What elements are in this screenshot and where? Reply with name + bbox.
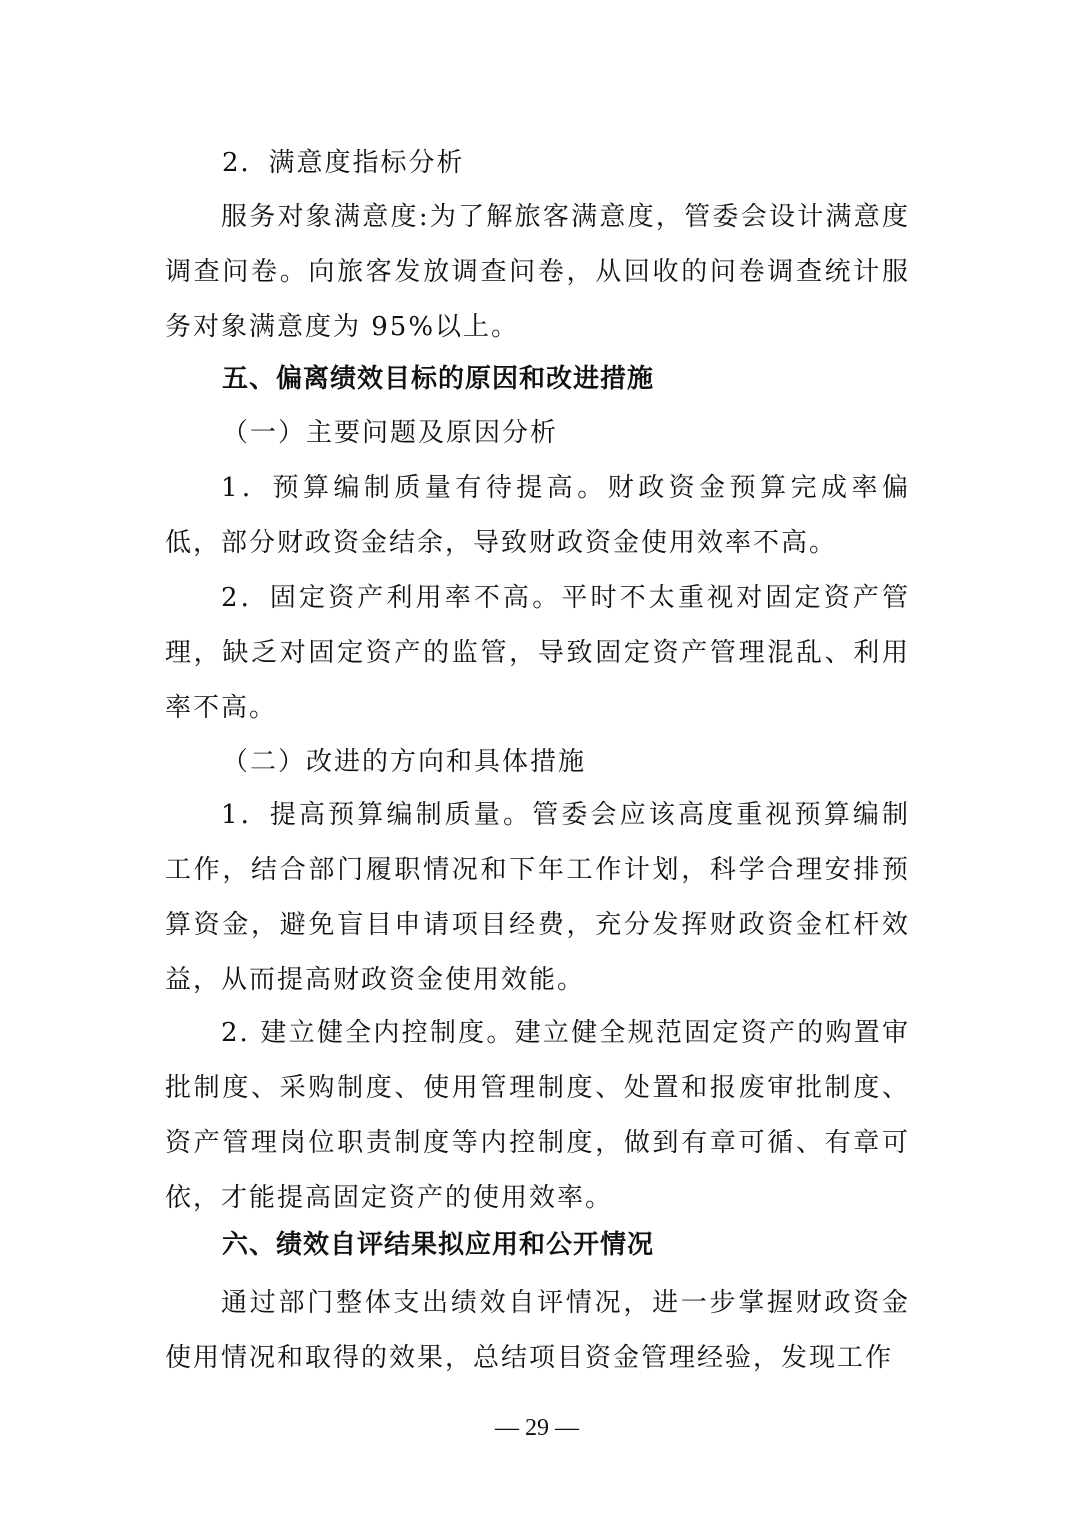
page-number: — 29 — <box>495 1415 579 1441</box>
section-heading: 五、偏离绩效目标的原因和改进措施 <box>222 364 655 394</box>
body-paragraph: 服务对象满意度:为了解旅客满意度，管委会设计满意度调查问卷。向旅客发放调查问卷，从回收的问卷调查统计服务对象满意度为 95%以上。 <box>165 202 910 342</box>
body-paragraph: 1．预算编制质量有待提高。财政资金预算完成率偏低，部分财政资金结余，导致财政资金使用效率不高。 <box>165 473 910 558</box>
body-paragraph: 2．固定资产利用率不高。平时不太重视对固定资产管理，缺乏对固定资产的监管，导致固定资产管理混乱、利用率不高。 <box>165 583 910 723</box>
body-paragraph: 2. 建立健全内控制度。建立健全规范固定资产的购置审批制度、采购制度、使用管理制度、处置和报废审批制度、资产管理岗位职责制度等内控制度，做到有章可循、有章可依，才能提高固定资产的使用效率。 <box>165 1018 910 1213</box>
body-paragraph: 1．提高预算编制质量。管委会应该高度重视预算编制工作，结合部门履职情况和下年工作计划，科学合理安排预算资金，避免盲目申请项目经费，充分发挥财政资金杠杆效益，从而提高财政资金使用效能。 <box>165 800 910 995</box>
subsection-heading: （一）主要问题及原因分析 <box>222 418 559 448</box>
subsection-heading: （二）改进的方向和具体措施 <box>222 747 587 777</box>
section-heading: 六、绩效自评结果拟应用和公开情况 <box>222 1230 655 1260</box>
subsection-heading: 2．满意度指标分析 <box>222 148 465 178</box>
body-paragraph: 通过部门整体支出绩效自评情况，进一步掌握财政资金使用情况和取得的效果，总结项目资金管理经验，发现工作 <box>165 1288 910 1373</box>
